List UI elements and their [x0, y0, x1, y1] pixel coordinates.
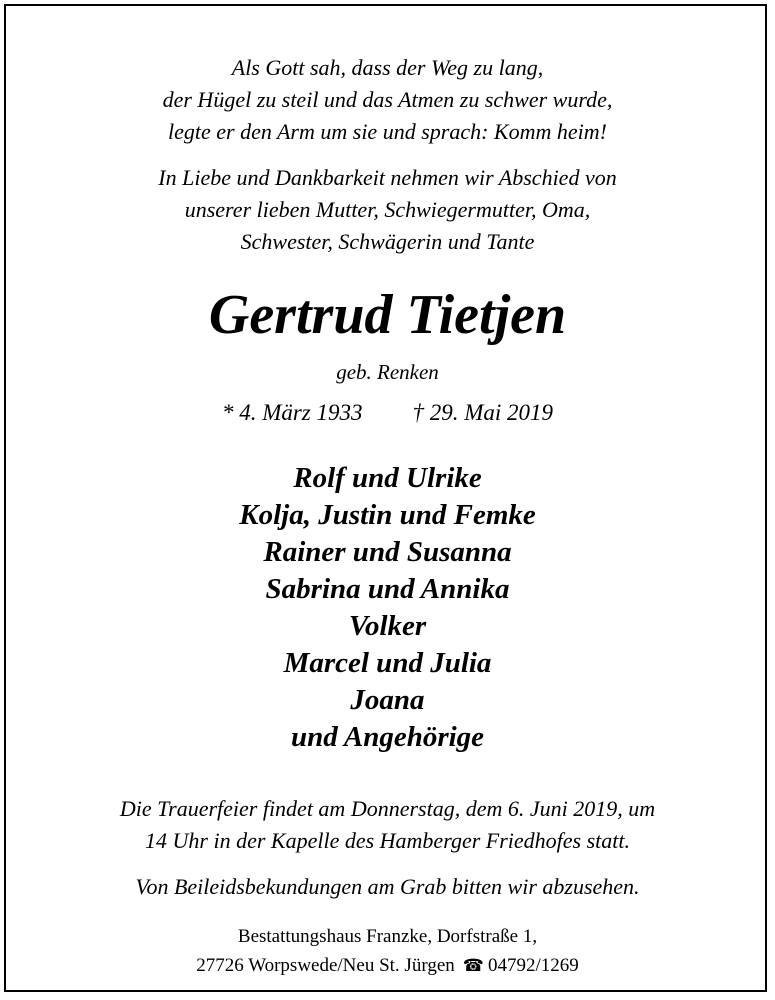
- undertaker-address: 27726 Worpswede/Neu St. Jürgen: [196, 955, 455, 976]
- intro-line: unserer lieben Mutter, Schwiegermutter, Oma,: [184, 197, 591, 222]
- intro-text: [0, 162, 775, 258]
- mourner-line: Sabrina und Annika: [265, 573, 510, 605]
- mourners-list: [0, 460, 775, 756]
- mourner-line: Marcel und Julia: [283, 647, 492, 679]
- maiden-name: geb. Renken: [336, 360, 439, 384]
- poem: [0, 52, 775, 148]
- mourner-line: Rainer und Susanna: [263, 536, 512, 568]
- life-dates: [0, 398, 775, 428]
- mourner-line: Joana: [350, 684, 425, 716]
- undertaker-address-line: [0, 951, 775, 981]
- death-date: † 29. Mai 2019: [412, 400, 554, 425]
- intro-line: Schwester, Schwägerin und Tante: [240, 229, 535, 254]
- poem-line: Als Gott sah, dass der Weg zu lang,: [231, 55, 544, 80]
- poem-line: legte er den Arm um sie und sprach: Komm heim!: [168, 119, 607, 144]
- undertaker-info: [0, 922, 775, 981]
- service-line: Die Trauerfeier findet am Donnerstag, dem 6. Juni 2019, um: [119, 796, 656, 821]
- service-info: [0, 793, 775, 857]
- mourner-line: Rolf und Ulrike: [293, 462, 482, 494]
- deceased-name: Gertrud Tietjen: [208, 284, 567, 346]
- service-line: 14 Uhr in der Kapelle des Hamberger Friedhofes statt.: [145, 828, 630, 853]
- birth-date: * 4. März 1933: [221, 400, 363, 425]
- condolence-note: Von Beileidsbekundungen am Grab bitten wir abzusehen.: [135, 874, 640, 899]
- mourner-line: Kolja, Justin und Femke: [239, 499, 536, 531]
- poem-line: der Hügel zu steil und das Atmen zu schwer wurde,: [162, 87, 613, 112]
- telephone-icon: ☎: [462, 956, 484, 976]
- mourner-line: und Angehörige: [290, 721, 485, 753]
- mourner-line: Volker: [348, 610, 427, 642]
- intro-line: In Liebe und Dankbarkeit nehmen wir Abschied von: [158, 165, 617, 190]
- undertaker-name: Bestattungshaus Franzke, Dorfstraße 1,: [237, 926, 538, 947]
- undertaker-phone: 04792/1269: [487, 955, 579, 976]
